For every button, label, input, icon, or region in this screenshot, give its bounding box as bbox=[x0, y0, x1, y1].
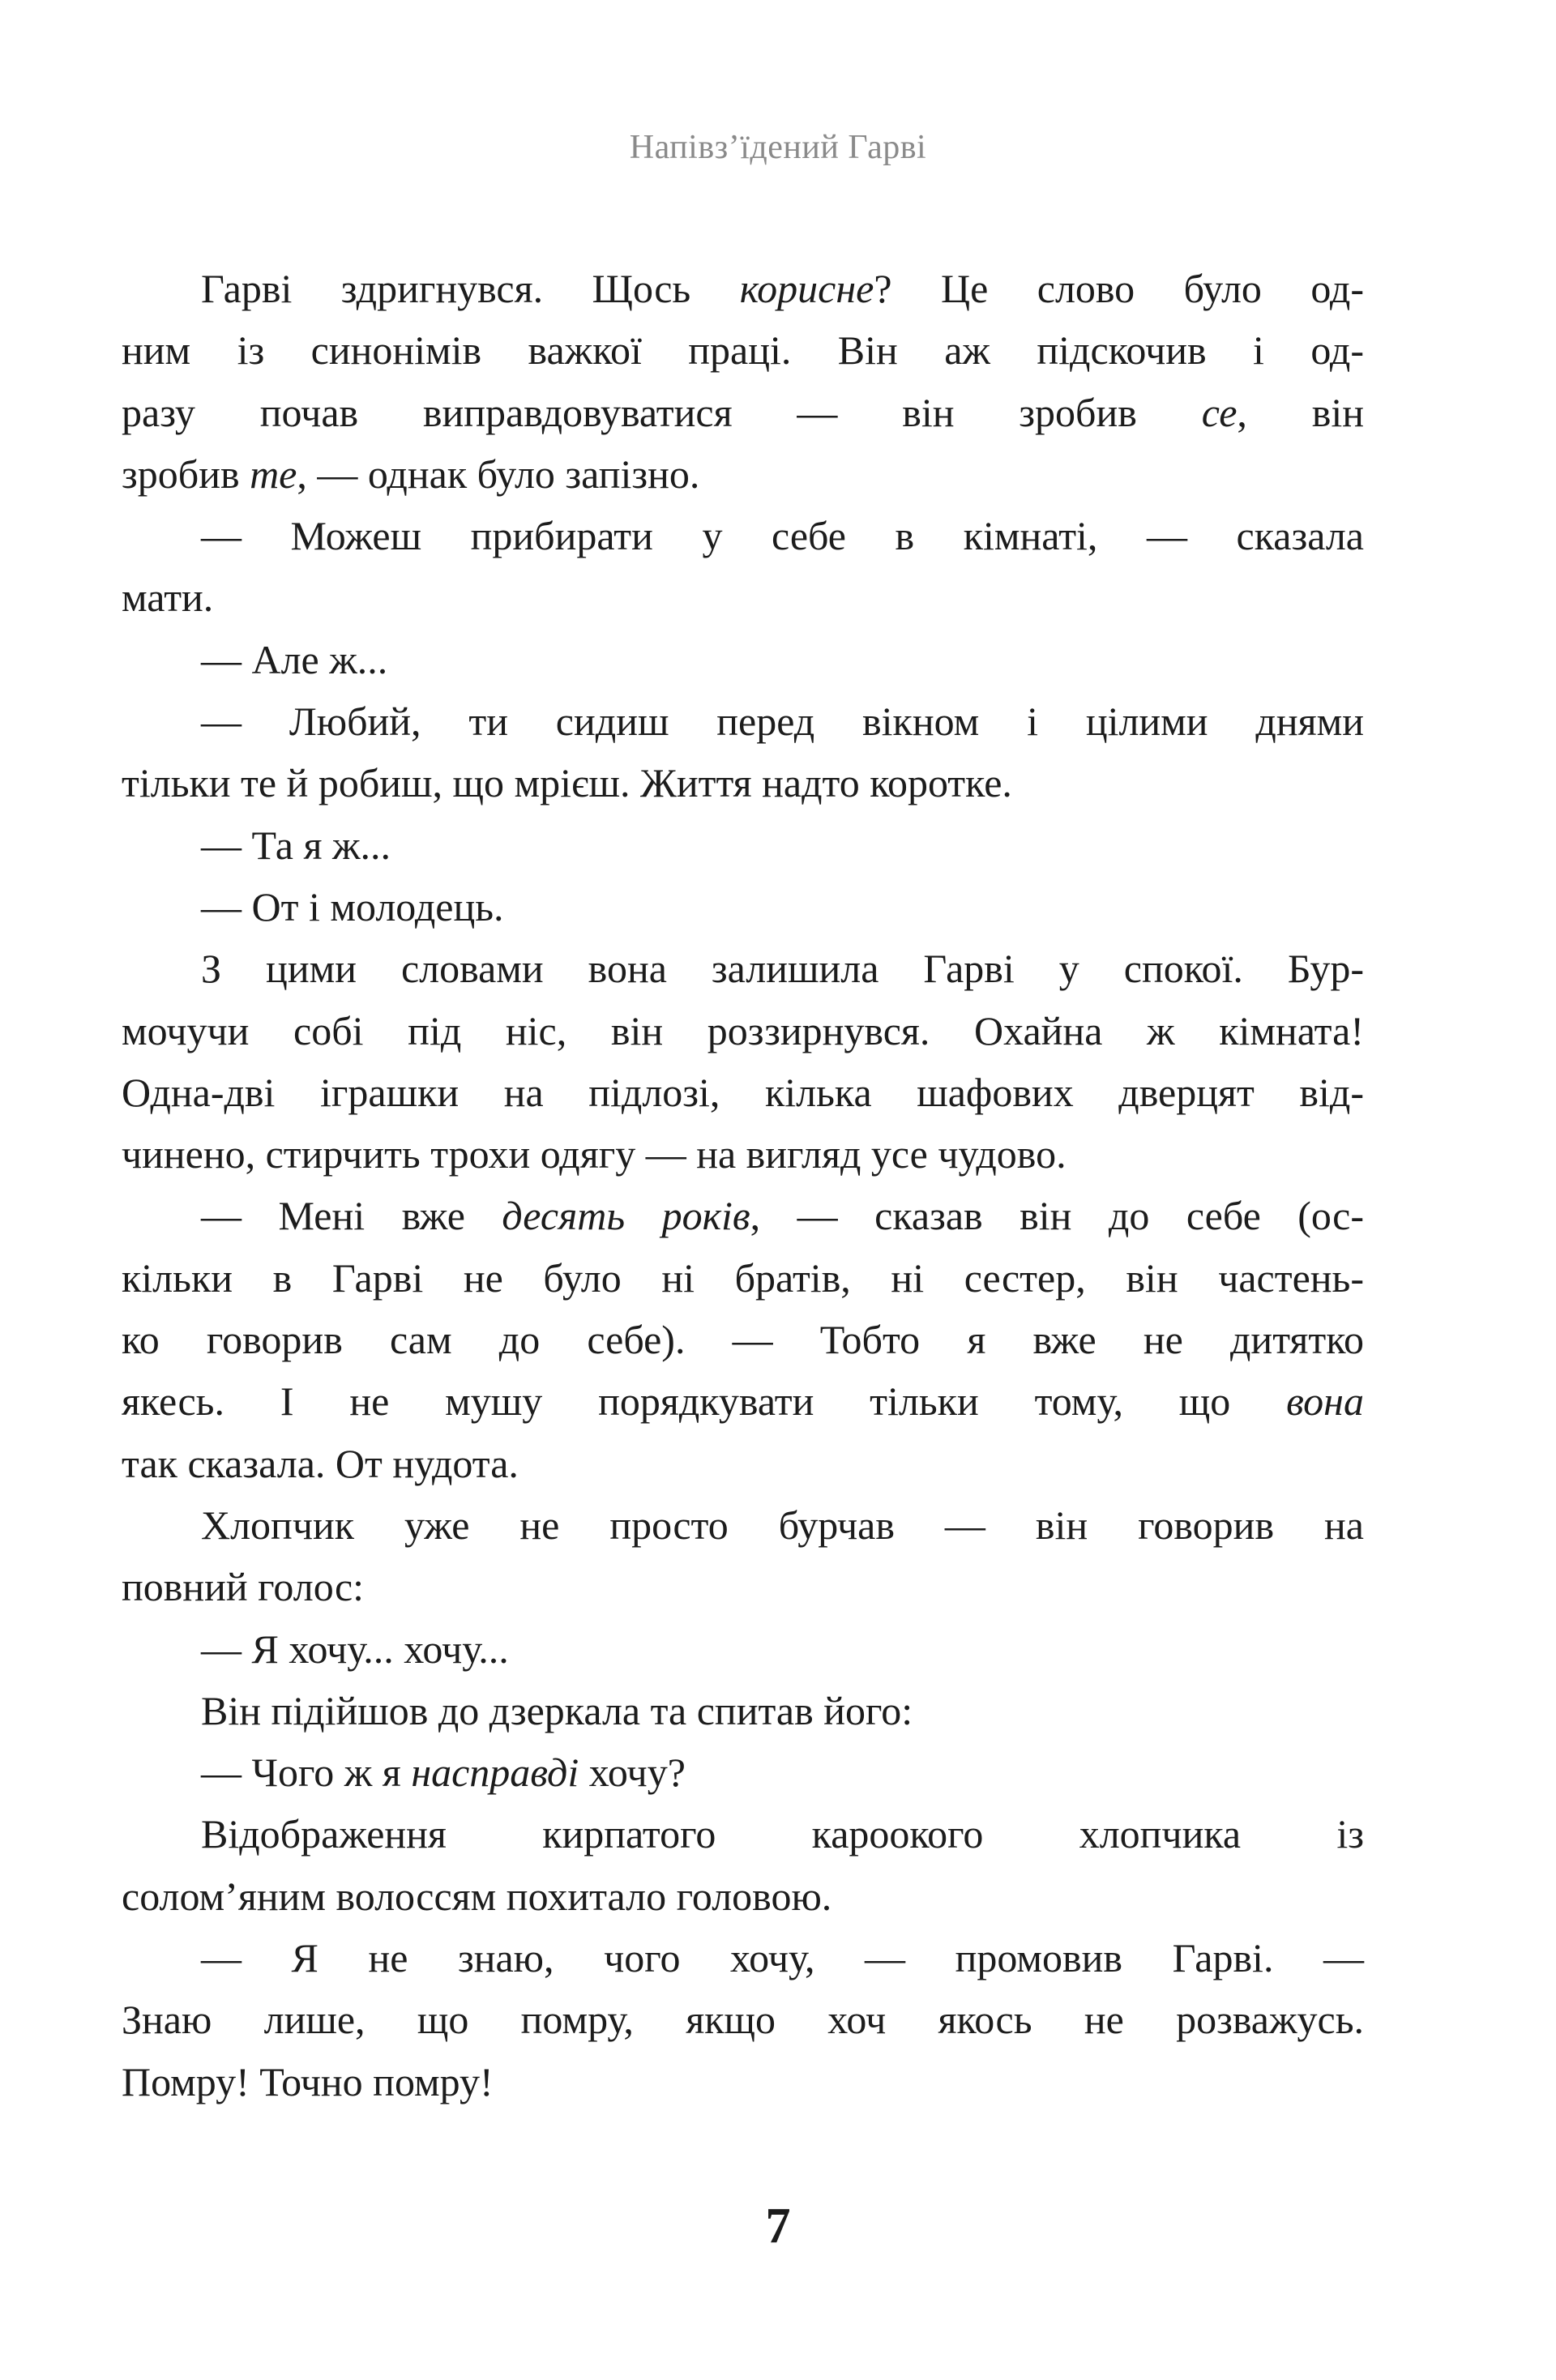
text-run: — Любий, ти сидиш перед вікном і цілими днями bbox=[201, 699, 1364, 745]
text-run: тільки те й робиш, що мрієш. Життя надто коротке. bbox=[122, 760, 1012, 806]
text-line bbox=[122, 1000, 1364, 1062]
text-run: чинено, стирчить трохи одягу — на вигляд усе чудово. bbox=[122, 1131, 1067, 1177]
text-run: — Мені вже bbox=[201, 1193, 502, 1239]
text-run: разу почав виправдовуватися — він зробив bbox=[122, 389, 1202, 435]
text-run: , він bbox=[1237, 389, 1364, 435]
text-run: кільки в Гарві не було ні братів, ні сестер, він частень- bbox=[122, 1254, 1364, 1301]
text-line bbox=[122, 814, 1364, 876]
text-line bbox=[122, 1123, 1364, 1185]
text-line bbox=[122, 1865, 1364, 1927]
page-number: 7 bbox=[765, 2198, 791, 2254]
text-line bbox=[122, 1062, 1364, 1123]
text-line bbox=[122, 1989, 1364, 2050]
text-run: Він підійшов до дзеркала та спитав його: bbox=[201, 1687, 913, 1733]
body-text bbox=[122, 258, 1364, 2113]
italic-emphasis: корисне bbox=[739, 266, 874, 311]
text-run: мочучи собі під ніс, він роззирнувся. Охайна ж кімната! bbox=[122, 1007, 1364, 1053]
text-run: ко говорив сам до себе). — Тобто я вже не дитятко bbox=[122, 1317, 1364, 1363]
running-head: Напівз’їдений Гарві bbox=[629, 129, 927, 166]
text-line bbox=[122, 258, 1364, 319]
text-line bbox=[122, 876, 1364, 938]
italic-emphasis: вона bbox=[1286, 1378, 1364, 1425]
text-run: Гарві здригнувся. Щось bbox=[201, 266, 740, 311]
text-line bbox=[122, 1680, 1364, 1741]
text-run: , — однак було запізно. bbox=[297, 451, 700, 497]
text-run: зробив bbox=[122, 451, 250, 497]
text-run: — Я не знаю, чого хочу, — промовив Гарві. — bbox=[201, 1935, 1364, 1981]
text-line bbox=[122, 629, 1364, 690]
text-line bbox=[122, 566, 1364, 628]
text-run: — От і молодець. bbox=[201, 883, 504, 929]
text-line bbox=[122, 1618, 1364, 1680]
text-line bbox=[122, 443, 1364, 505]
italic-emphasis: се bbox=[1201, 389, 1238, 435]
text-run: ним із синонімів важкої праці. Він аж підскочив і од- bbox=[122, 327, 1364, 374]
text-line bbox=[122, 1494, 1364, 1556]
text-run: Хлопчик уже не просто бурчав — він говорив на bbox=[201, 1502, 1364, 1548]
text-line bbox=[122, 1247, 1364, 1309]
text-line bbox=[122, 752, 1364, 814]
text-run: повний голос: bbox=[122, 1564, 365, 1610]
text-run: Одна-дві іграшки на підлозі, кілька шафових дверцят від- bbox=[122, 1069, 1364, 1115]
text-line bbox=[122, 2051, 1364, 2113]
italic-emphasis: те bbox=[250, 451, 297, 497]
text-line bbox=[122, 938, 1364, 999]
text-line bbox=[122, 1927, 1364, 1989]
text-run: ? Це слово було од- bbox=[874, 266, 1364, 311]
text-run: — Можеш прибирати у себе в кімнаті, — сказала bbox=[201, 513, 1364, 559]
text-line bbox=[122, 1309, 1364, 1370]
text-run: Знаю лише, що помру, якщо хоч якось не розважусь. bbox=[122, 1997, 1364, 2043]
text-run: мати. bbox=[122, 575, 214, 621]
text-line bbox=[122, 690, 1364, 752]
italic-emphasis: десять років bbox=[502, 1193, 750, 1239]
text-run: — Але ж... bbox=[201, 636, 388, 682]
text-run: , — сказав він до себе (ос- bbox=[750, 1193, 1365, 1239]
italic-emphasis: насправді bbox=[411, 1750, 579, 1796]
text-run: — Я хочу... хочу... bbox=[201, 1626, 509, 1672]
text-line bbox=[122, 1185, 1364, 1246]
text-line bbox=[122, 1741, 1364, 1803]
text-line bbox=[122, 505, 1364, 566]
text-run: — Та я ж... bbox=[201, 822, 391, 868]
text-run: хочу? bbox=[579, 1750, 686, 1796]
text-run: З цими словами вона залишила Гарві у спокої. Бур- bbox=[201, 946, 1364, 992]
text-run: Відображення кирпатого кароокого хлопчика із bbox=[201, 1811, 1364, 1857]
text-run: якесь. І не мушу порядкувати тільки тому, що bbox=[122, 1378, 1287, 1425]
text-run: Помру! Точно помру! bbox=[122, 2058, 494, 2104]
text-line bbox=[122, 1433, 1364, 1494]
text-line bbox=[122, 382, 1364, 443]
text-run: так сказала. От нудота. bbox=[122, 1440, 519, 1486]
text-line bbox=[122, 1370, 1364, 1432]
text-line bbox=[122, 1803, 1364, 1865]
text-run: солом’яним волоссям похитало головою. bbox=[122, 1873, 832, 1919]
text-line bbox=[122, 1556, 1364, 1617]
text-line bbox=[122, 319, 1364, 381]
text-run: — Чого ж я bbox=[201, 1750, 412, 1796]
